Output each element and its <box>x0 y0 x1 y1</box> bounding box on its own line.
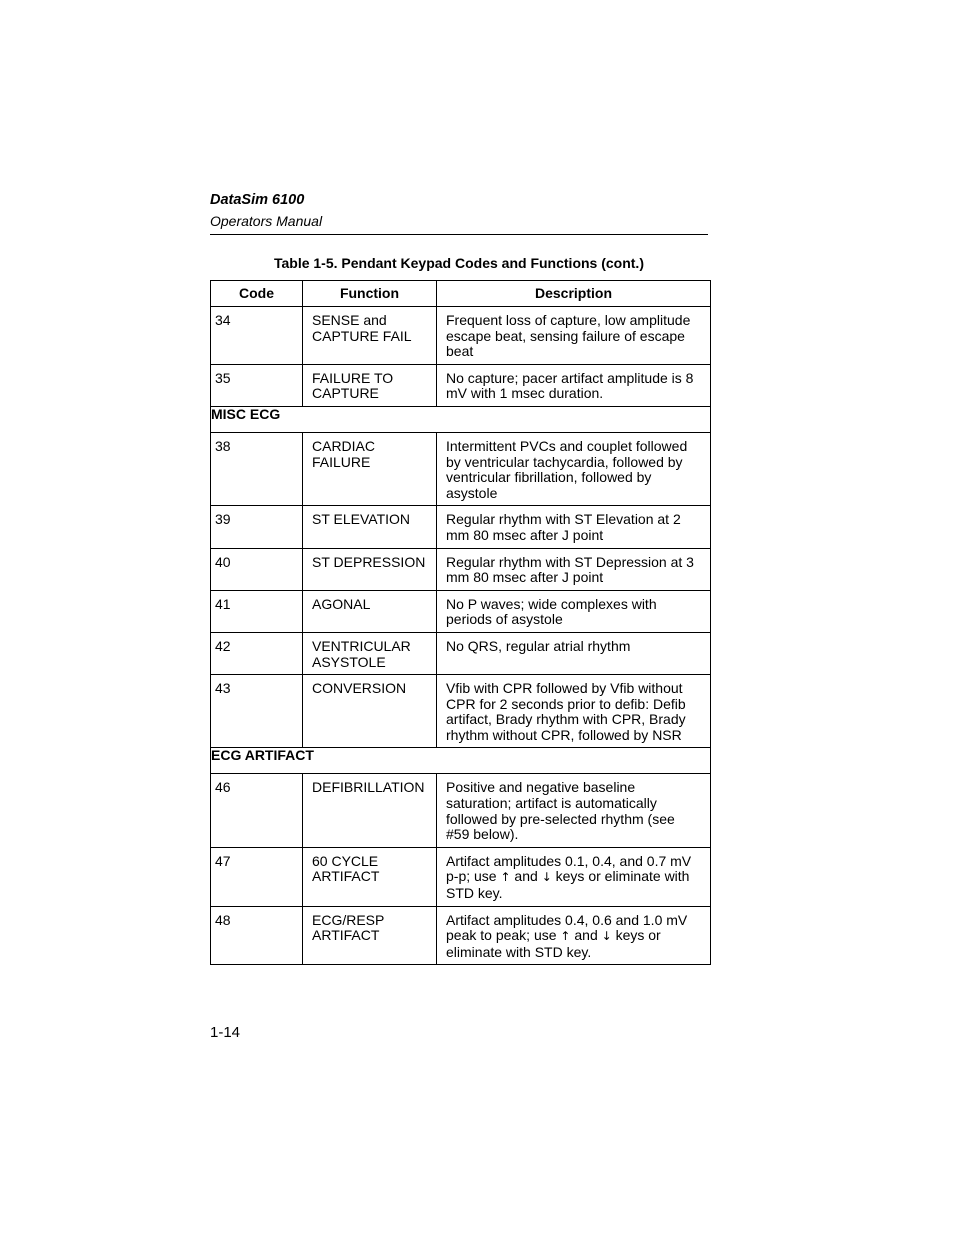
description-cell <box>437 847 711 906</box>
function-line: FAILURE <box>312 453 371 470</box>
function-cell <box>303 774 437 847</box>
function-cell <box>303 847 437 906</box>
function-line: CARDIAC <box>312 437 376 454</box>
table-header-row <box>211 281 711 307</box>
section-heading: ECG ARTIFACT <box>211 748 711 774</box>
page-number: 1-14 <box>210 1024 241 1041</box>
description-text: keys or eliminate with STD key. <box>446 927 661 960</box>
function-line: ST ELEVATION <box>312 511 411 528</box>
table-row <box>211 675 711 748</box>
code-cell: 46 <box>211 774 303 847</box>
table-row <box>211 364 711 406</box>
function-line: VENTRICULAR <box>312 637 411 654</box>
table-row <box>211 847 711 906</box>
code-cell: 43 <box>211 675 303 748</box>
code-cell: 38 <box>211 432 303 505</box>
function-line: ARTIFACT <box>312 868 380 885</box>
function-cell <box>303 307 437 365</box>
description-text: keys or eliminate with STD key. <box>446 868 690 902</box>
description-cell <box>437 906 711 965</box>
function-line: ECG/RESP <box>312 911 385 928</box>
description-cell: Intermittent PVCs and couplet followed by ventricular tachycardia, followed by ventricular fibrillation, followed by asystole <box>437 432 711 505</box>
table-row <box>211 506 711 548</box>
table-body <box>211 307 711 965</box>
function-cell <box>303 364 437 406</box>
up-arrow-icon: ↑ <box>560 929 571 944</box>
up-arrow-icon: ↑ <box>500 870 511 885</box>
table-row <box>211 632 711 674</box>
table-row <box>211 590 711 632</box>
function-cell <box>303 906 437 965</box>
function-line: CONVERSION <box>312 680 407 697</box>
section-row <box>211 748 711 774</box>
code-cell: 41 <box>211 590 303 632</box>
function-cell <box>303 590 437 632</box>
column-header-description: Description <box>437 281 711 307</box>
code-cell: 42 <box>211 632 303 674</box>
function-cell <box>303 506 437 548</box>
table-row <box>211 548 711 590</box>
keypad-codes-table <box>210 280 711 965</box>
function-cell <box>303 432 437 505</box>
table-row <box>211 307 711 365</box>
description-cell: No capture; pacer artifact amplitude is 8 mV with 1 msec duration. <box>437 364 711 406</box>
function-line: ARTIFACT <box>312 927 380 944</box>
description-text: Artifact amplitudes 0.1, 0.4, and 0.7 mV p-p; use <box>446 852 692 885</box>
code-cell: 39 <box>211 506 303 548</box>
function-line: ASYSTOLE <box>312 653 386 670</box>
function-line: SENSE and <box>312 312 387 328</box>
description-cell: No QRS, regular atrial rhythm <box>437 632 711 674</box>
code-cell: 35 <box>211 364 303 406</box>
description-cell: Regular rhythm with ST Depression at 3 mm 80 msec after J point <box>437 548 711 590</box>
table-row <box>211 906 711 965</box>
table-caption: Table 1-5. Pendant Keypad Codes and Functions (cont.) <box>273 255 644 271</box>
code-cell: 48 <box>211 906 303 965</box>
description-cell: Frequent loss of capture, low amplitude escape beat, sensing failure of escape beat <box>437 307 711 365</box>
column-header-code: Code <box>211 281 303 307</box>
function-cell <box>303 632 437 674</box>
table-row <box>211 774 711 847</box>
code-cell: 47 <box>211 847 303 906</box>
function-line: AGONAL <box>312 595 371 612</box>
section-heading: MISC ECG <box>211 406 711 432</box>
header-divider <box>210 234 708 235</box>
column-header-function: Function <box>303 281 437 307</box>
function-line: CAPTURE <box>312 385 379 402</box>
table-row <box>211 432 711 505</box>
function-cell <box>303 675 437 748</box>
description-text: Artifact amplitudes 0.4, 0.6 and 1.0 mV peak to peak; use <box>446 911 688 944</box>
description-cell: Regular rhythm with ST Elevation at 2 mm 80 msec after J point <box>437 506 711 548</box>
document-title: DataSim 6100 <box>210 192 305 208</box>
code-cell: 40 <box>211 548 303 590</box>
function-line: DEFIBRILLATION <box>312 779 425 796</box>
description-cell: No P waves; wide complexes with periods of asystole <box>437 590 711 632</box>
down-arrow-icon: ↓ <box>541 870 552 885</box>
function-line: 60 CYCLE <box>312 852 379 869</box>
description-cell: Vfib with CPR followed by Vfib without CPR for 2 seconds prior to defib: Defib artifact, Brady rhythm with CPR, Brady rhythm without CPR, followed by NSR <box>437 675 711 748</box>
code-cell: 34 <box>211 307 303 365</box>
description-text: and <box>570 927 602 944</box>
function-line: CAPTURE FAIL <box>312 327 412 344</box>
function-cell <box>303 548 437 590</box>
document-subtitle: Operators Manual <box>210 213 323 229</box>
down-arrow-icon: ↓ <box>601 929 612 944</box>
section-row <box>211 406 711 432</box>
running-header <box>210 191 708 230</box>
description-text: and <box>510 868 542 885</box>
function-line: FAILURE TO <box>312 369 394 386</box>
function-line: ST DEPRESSION <box>312 553 426 570</box>
description-cell: Positive and negative baseline saturation; artifact is automatically followed by pre-selected rhythm (see #59 below). <box>437 774 711 847</box>
